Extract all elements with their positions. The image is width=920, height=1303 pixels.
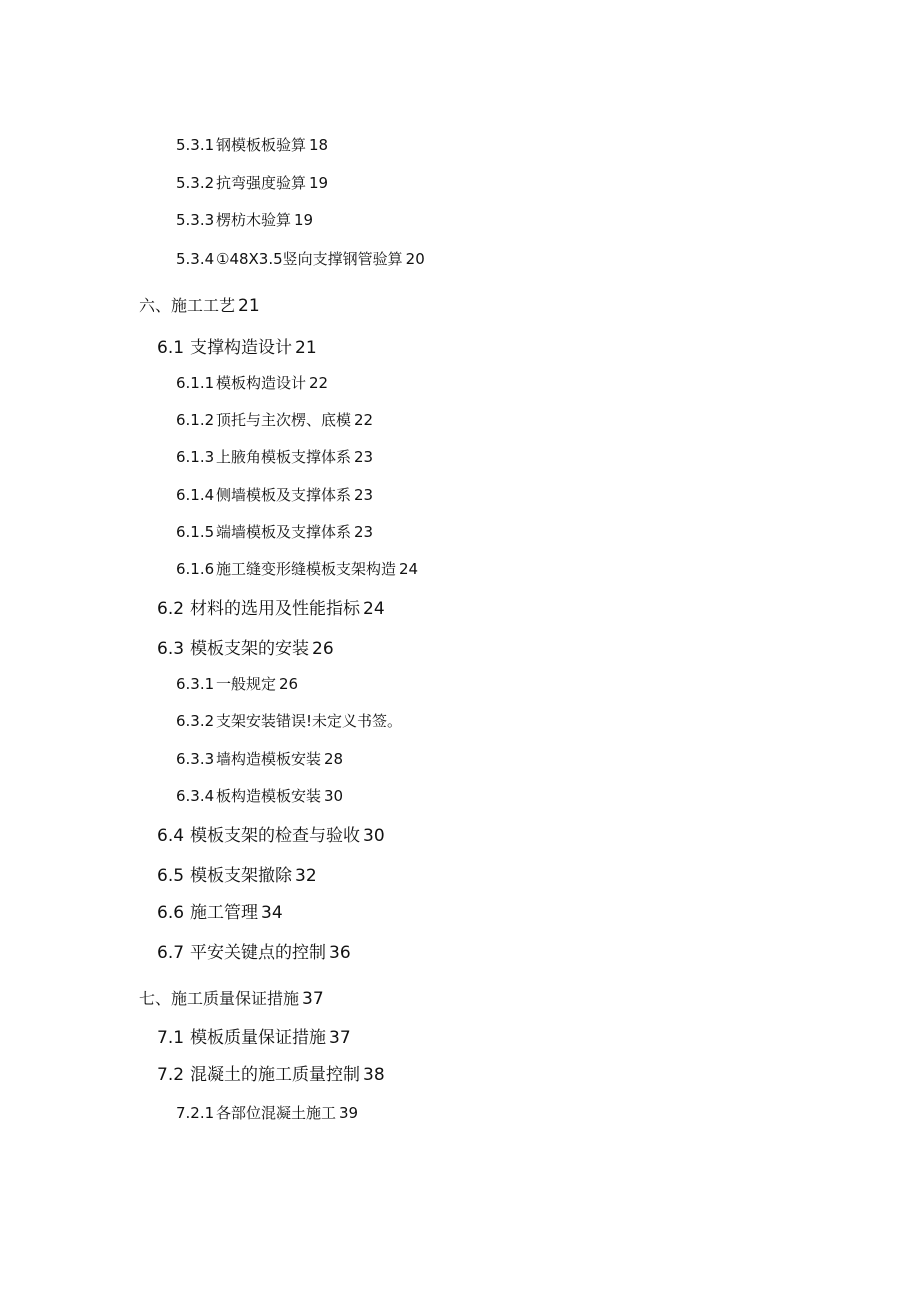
toc-entry[interactable] [176,785,343,806]
toc-entry[interactable] [176,134,328,155]
toc-page: 32 [295,866,317,886]
toc-entry[interactable] [176,521,373,542]
toc-page: 26 [279,675,299,693]
toc-page: 23 [354,523,374,541]
toc-entry-section[interactable] [157,1023,351,1048]
toc-title: 模板构造设计 [216,374,307,392]
toc-page: 36 [329,943,351,963]
toc-entry[interactable] [176,1102,358,1123]
toc-page: 23 [354,448,374,466]
toc-title: 施工管理 [190,903,258,923]
toc-entry[interactable] [176,673,298,694]
toc-title: 模板支架的安装 [190,639,309,659]
toc-page: 38 [363,1065,385,1085]
toc-title: 模板质量保证措施 [190,1028,326,1048]
toc-entry[interactable] [176,209,313,230]
toc-number: 6.3.1 [176,675,215,693]
toc-number: 6.4 [157,826,185,846]
toc-entry-section[interactable] [157,333,317,358]
toc-title: 施工缝变形缝模板支架构造 [216,560,397,578]
toc-title: 侧墙模板及支撑体系 [216,486,352,504]
toc-page: 24 [399,560,419,578]
toc-title: 六、施工工艺 [139,296,236,315]
toc-entry[interactable] [176,172,328,193]
toc-title: 材料的选用及性能指标 [190,599,360,619]
toc-number: 7.2 [157,1065,185,1085]
toc-number: 5.3.3 [176,211,215,229]
toc-number: 6.1.2 [176,411,215,429]
toc-number: 6.5 [157,866,185,886]
toc-entry[interactable] [176,558,418,579]
toc-title: 一般规定 [216,675,277,693]
toc-page: 30 [363,826,385,846]
toc-page: 24 [363,599,385,619]
toc-page: 23 [354,486,374,504]
toc-page: 18 [309,136,329,154]
toc-number: 6.1.1 [176,374,215,392]
toc-entry-section[interactable] [157,861,317,886]
toc-title: 抗弯强度验算 [216,174,307,192]
toc-number: 6.3.2 [176,712,215,730]
toc-page: 34 [261,903,283,923]
toc-number: 5.3.2 [176,174,215,192]
toc-title: 混凝土的施工质量控制 [190,1065,360,1085]
toc-number: 5.3.4 [176,250,215,268]
toc-title: 顶托与主次楞、底模 [216,411,352,429]
toc-number: 6.1 [157,338,185,358]
toc-number: 6.1.3 [176,448,215,466]
toc-page: 37 [329,1028,351,1048]
toc-page: 20 [405,250,425,268]
toc-entry-section[interactable] [157,898,283,923]
toc-page: 19 [294,211,314,229]
toc-number: 6.3.3 [176,750,215,768]
toc-page: 19 [309,174,329,192]
toc-entry[interactable] [176,748,343,769]
toc-page: 28 [324,750,344,768]
toc-number: 6.3.4 [176,787,215,805]
toc-page: 39 [339,1104,359,1122]
toc-title: ①48X3.5竖向支撑钢管验算 [216,250,403,268]
toc-title: 上腋角模板支撑体系 [216,448,352,466]
toc-entry-chapter[interactable] [139,293,260,316]
toc-entry[interactable] [176,484,373,505]
toc-title: 支撑构造设计 [190,338,292,358]
toc-entry[interactable] [176,710,405,731]
toc-number: 6.3 [157,639,185,659]
toc-title: 模板支架的检查与验收 [190,826,360,846]
toc-number: 6.2 [157,599,185,619]
toc-number: 5.3.1 [176,136,215,154]
toc-entry-section[interactable] [157,821,385,846]
toc-entry-section[interactable] [157,594,385,619]
toc-page: 22 [354,411,374,429]
toc-page: 21 [295,338,317,358]
toc-title: 端墙模板及支撑体系 [216,523,352,541]
toc-title: 平安关键点的控制 [190,943,326,963]
toc-page: 37 [302,989,324,1009]
toc-entry-section[interactable] [157,1060,385,1085]
toc-page: 21 [238,296,260,316]
toc-entry-section[interactable] [157,938,351,963]
toc-entry[interactable] [176,446,373,467]
toc-title: 楞枋木验算 [216,211,292,229]
toc-title: 墙构造模板安装 [216,750,322,768]
toc-number: 7.2.1 [176,1104,215,1122]
toc-number: 6.1.6 [176,560,215,578]
toc-number: 6.6 [157,903,185,923]
toc-title: 各部位混凝土施工 [216,1104,337,1122]
toc-page: 22 [309,374,329,392]
toc-title: 支架安装错误!未定义书签。 [216,712,403,730]
toc-number: 7.1 [157,1028,185,1048]
toc-number: 6.7 [157,943,185,963]
toc-page: 26 [312,639,334,659]
toc-entry-section[interactable] [157,634,334,659]
toc-title: 七、施工质量保证措施 [139,989,300,1008]
toc-title: 模板支架撤除 [190,866,292,886]
toc-entry[interactable] [176,372,328,393]
toc-entry-chapter[interactable] [139,986,324,1009]
toc-number: 6.1.4 [176,486,215,504]
toc-title: 钢模板板验算 [216,136,307,154]
toc-entry[interactable] [176,409,373,430]
toc-page: 30 [324,787,344,805]
toc-number: 6.1.5 [176,523,215,541]
toc-entry[interactable] [176,248,425,269]
toc-title: 板构造模板安装 [216,787,322,805]
